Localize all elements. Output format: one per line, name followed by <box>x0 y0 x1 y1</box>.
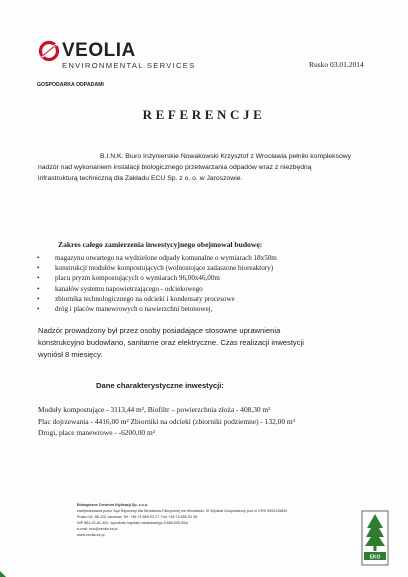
footer-line: zarejestrowana przez Sąd Rejonowy dla Wrocławia-Fabrycznej we Wrocławiu, IX Wydział Gospodarczy pod nr KRS 0000115830 <box>77 508 288 513</box>
list-item-text: konstrukcji modułów kompostujących (wolnostojące zadaszone bioreaktory) <box>55 264 274 273</box>
scope-heading: Zakres całego zamierzenia inwestycyjnego obejmował budowę: <box>58 240 263 249</box>
data-heading: Dane charakterystyczne inwestycji: <box>96 381 224 390</box>
list-item-text: magazynu otwartego na wydzielone odpady komunalne o wymiarach 18x50m <box>55 254 277 262</box>
data-line: Plac dojrzewania - 4416,00 m² Zbiorniki na odcieki (zbiorniki podziemne) - 132,00 m³ <box>38 416 295 426</box>
division-name: GOSPODARKA ODPADAMI <box>37 82 104 88</box>
letter-title: REFERENCJE <box>142 107 266 122</box>
footer-line: e-mail: ecu@veolia-es.pl <box>77 526 118 531</box>
list-item-text: kanałów systemu napowietrzającego - odciekowego <box>55 284 203 293</box>
intro-paragraph <box>38 151 351 185</box>
intro-line: infrastrukturą techniczną dla Zakładu ECU Sp. z o. o. w Jaroszowie. <box>38 175 243 183</box>
eko-label: EKO <box>369 554 381 561</box>
list-item <box>37 284 277 294</box>
letter-date: Rusko 03.01.2014 <box>309 60 364 69</box>
brand-name: VEOLIA <box>62 40 136 61</box>
supervision-line: Nadzór prowadzony był przez osoby posiadające stosowne uprawnienia <box>38 326 281 335</box>
supervision-line: konstrukcyjno budowlano, sanitarne oraz elektryczne. Czas realizacji inwestycji <box>38 337 304 347</box>
bullet-icon: • <box>37 284 40 293</box>
corner-mark-icon <box>0 568 9 577</box>
data-line: Moduły kompostujące - 3113,44 m², Biofiltr – powierzchnia złoża - 408,30 m² <box>38 405 271 414</box>
footer-line: NIP 884-22-81-402, wysokość kapitału zakładowego 5.665.000,00zł <box>77 520 188 525</box>
intro-line: B.I.N.K. Biuro Inżynierskie Nowakowski Krzysztof z Wrocławia pełniło kompleksowy <box>100 153 352 160</box>
company-footer <box>77 503 287 538</box>
supervision-paragraph <box>38 325 304 360</box>
data-lines <box>38 404 295 439</box>
bullet-icon: • <box>37 264 40 273</box>
bullet-icon: • <box>37 274 40 283</box>
list-item-text: placu pryzm kompostujących o wymiarach 96,00x46,00m <box>55 274 220 283</box>
brand-subtitle: ENVIRONMENTAL SERVICES <box>62 61 196 70</box>
scope-list <box>37 253 277 314</box>
veolia-logo-icon <box>38 40 60 62</box>
veolia-logo <box>38 40 208 74</box>
footer-company: Biologiczne Centrum Utylizacji Sp. z o.o. <box>77 503 149 507</box>
footer-line: www.veolia-es.pl <box>77 532 105 537</box>
intro-line: nadzór nad wykonaniem instalacji biologicznego przetwarzania odpadów wraz z niezbędną <box>38 164 312 172</box>
supervision-line: wyniósł 8 miesięcy. <box>38 349 103 359</box>
list-item <box>37 253 277 263</box>
list-item <box>37 273 277 283</box>
list-item <box>37 294 277 304</box>
list-item <box>37 263 277 273</box>
list-item-text: zbiornika technologicznego na odcieki i kondensaty procesowe <box>55 294 235 303</box>
bullet-icon: • <box>37 254 40 262</box>
list-item-text: dróg i placów manewrowych o nawierzchni betonowej, <box>55 305 213 314</box>
bullet-icon: • <box>37 294 40 303</box>
eko-badge <box>361 510 389 566</box>
footer-line: Rusko 64, 58-120 Jaroslaw, Tel. +48 74 855 93 27, Fax +48 74 855 93 28 <box>77 514 198 519</box>
list-item <box>37 304 277 314</box>
data-line: Drogi, place manewrowe - -6200,00 m² <box>38 428 155 438</box>
bullet-icon: • <box>37 305 40 314</box>
